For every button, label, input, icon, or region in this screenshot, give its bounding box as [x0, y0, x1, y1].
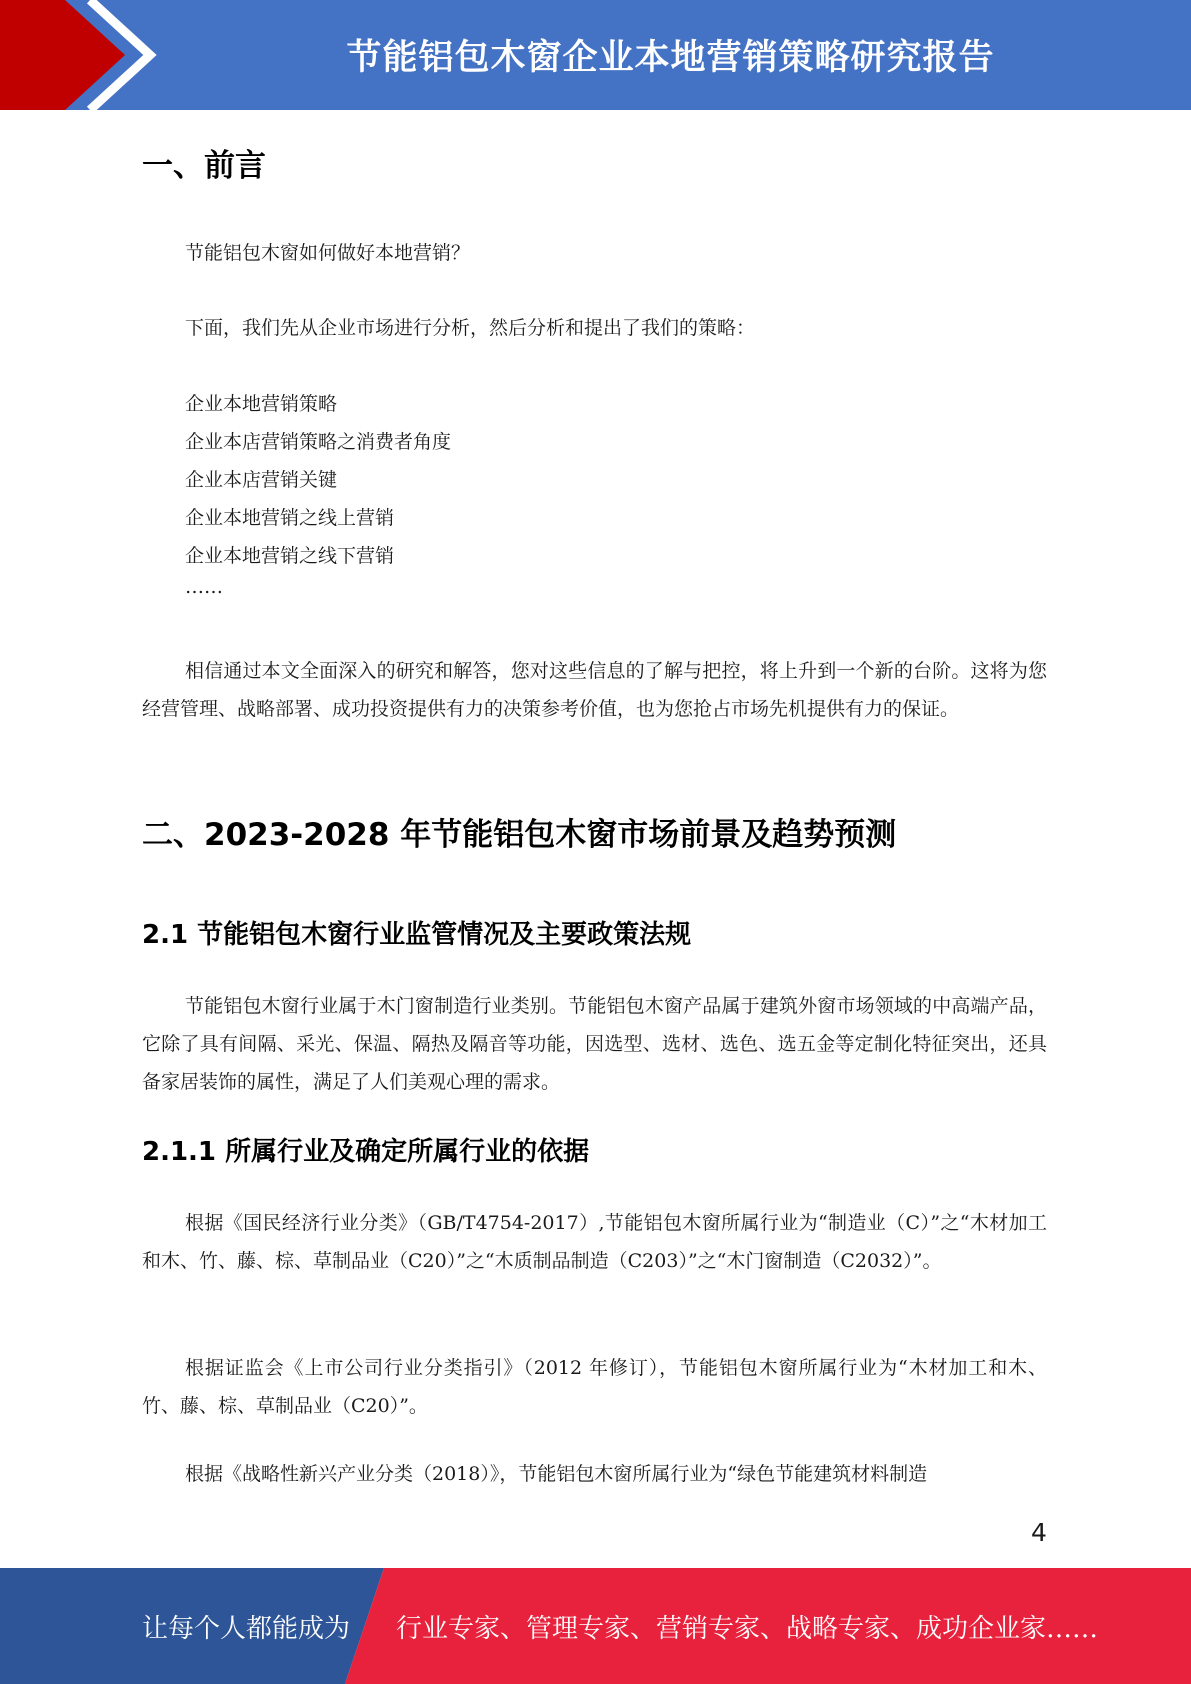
industry-paragraph-3: 根据《战略性新兴产业分类（2018）》，节能铝包木窗所属行业为“绿色节能建筑材料制造: [185, 1463, 928, 1485]
page-header: [0, 0, 1191, 110]
list-item-ellipsis: ……: [185, 576, 223, 598]
subsection-heading-industry: 2.1.1 所属行业及确定所属行业的依据: [142, 1137, 590, 1167]
list-item: 企业本店营销策略之消费者角度: [185, 431, 452, 453]
page-footer: [0, 1568, 1191, 1684]
footer-slogan-left: 让每个人都能成为: [142, 1613, 351, 1644]
list-item: 企业本店营销关键: [185, 469, 338, 491]
section-heading-preface: 一、前言: [142, 148, 266, 184]
header-chevron-decoration: [0, 0, 160, 110]
preface-conclusion: 相信通过本文全面深入的研究和解答，您对这些信息的了解与把控，将上升到一个新的台阶。这将为您经营管理、战略部署、成功投资提供有力的决策参考价值，也为您抢占市场先机提供有力的保证。: [142, 660, 1047, 720]
industry-paragraph-1: 根据《国民经济行业分类》（GB/T4754-2017）,节能铝包木窗所属行业为“制造业（C）”之“木材加工和木、竹、藤、棕、草制品业（C20）”之“木质制品制造（C203）”之“木门窗制造（C2032）”。: [142, 1212, 1047, 1272]
list-item: 企业本地营销策略: [185, 393, 338, 415]
report-title: 节能铝包木窗企业本地营销策略研究报告: [346, 38, 995, 78]
preface-intro: 下面，我们先从企业市场进行分析，然后分析和提出了我们的策略：: [185, 317, 756, 339]
section-heading-forecast: 二、2023-2028 年节能铝包木窗市场前景及趋势预测: [142, 817, 897, 853]
page-number: 4: [1031, 1518, 1047, 1547]
subsection-heading-regulation: 2.1 节能铝包木窗行业监管情况及主要政策法规: [142, 920, 692, 950]
footer-slogan-right: 行业专家、管理专家、营销专家、战略专家、成功企业家……: [396, 1613, 1099, 1644]
industry-paragraph-2: 根据证监会《上市公司行业分类指引》（2012 年修订），节能铝包木窗所属行业为“木材加工和木、竹、藤、棕、草制品业（C20）”。: [142, 1357, 1047, 1417]
list-item: 企业本地营销之线下营销: [185, 545, 395, 567]
regulation-paragraph: 节能铝包木窗行业属于木门窗制造行业类别。节能铝包木窗产品属于建筑外窗市场领域的中高端产品，它除了具有间隔、采光、保温、隔热及隔音等功能，因选型、选材、选色、选五金等定制化特征突出，还具备家居装饰的属性，满足了人们美观心理的需求。: [142, 995, 1047, 1093]
preface-question: 节能铝包木窗如何做好本地营销？: [185, 242, 471, 264]
list-item: 企业本地营销之线上营销: [185, 507, 395, 529]
